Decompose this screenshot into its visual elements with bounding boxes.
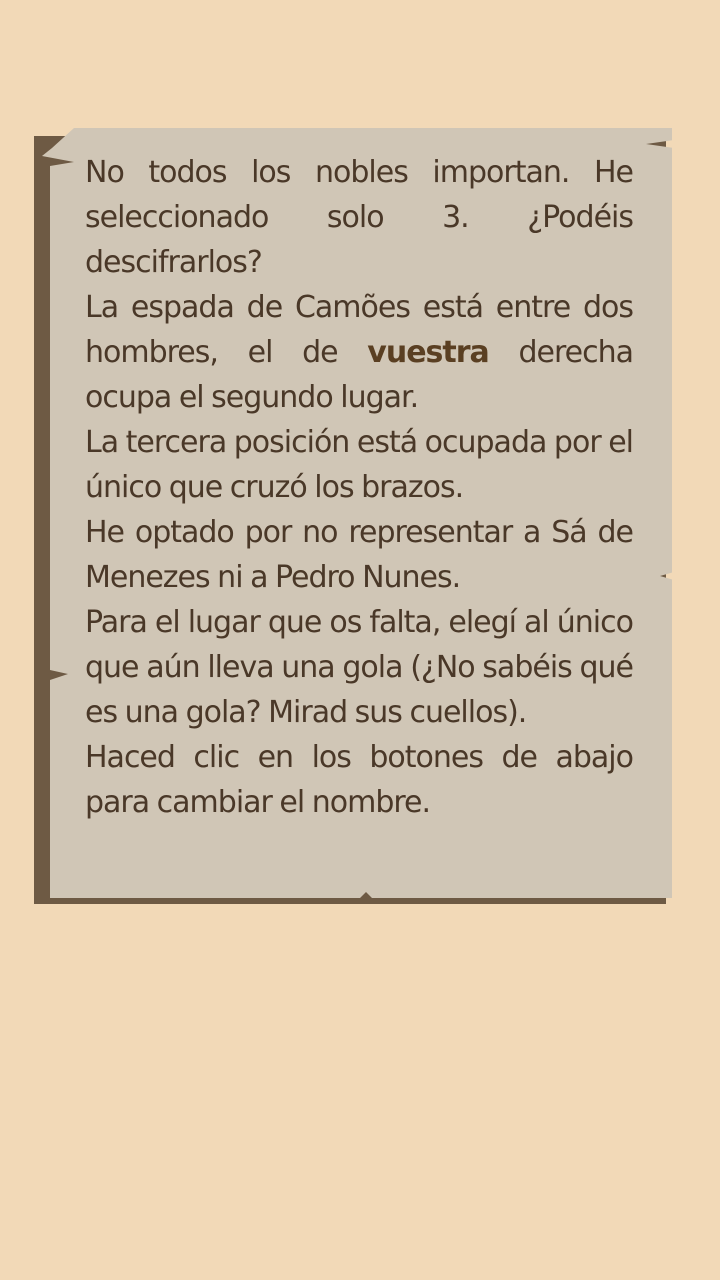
note-paragraph-2 [85,285,633,420]
note-paragraph-4: He optado por no representar a Sá de Menezes ni a Pedro Nunes. [85,515,633,595]
note-text [85,150,633,825]
note-paragraph-3: La tercera posición está ocupada por el único que cruzó los brazos. [85,425,633,505]
note-paragraph-2-end: derecha ocupa el segundo lugar. [85,335,633,415]
note-paragraph-6: Haced clic en los botones de abajo para cambiar el nombre. [85,740,633,820]
note-paragraph-5: Para el lugar que os falta, elegí al único que aún lleva una gola (¿No sabéis qué es una gola? Mirad sus cuellos). [85,605,633,730]
note-paragraph-2-start: La espada de Camões está entre dos hombres, el de [85,290,633,370]
clue-note [40,128,672,902]
emphasis-vuestra: vuestra [367,335,489,370]
note-paragraph-1: No todos los nobles importan. He seleccionado solo 3. ¿Podéis descifrarlos? [85,155,633,280]
